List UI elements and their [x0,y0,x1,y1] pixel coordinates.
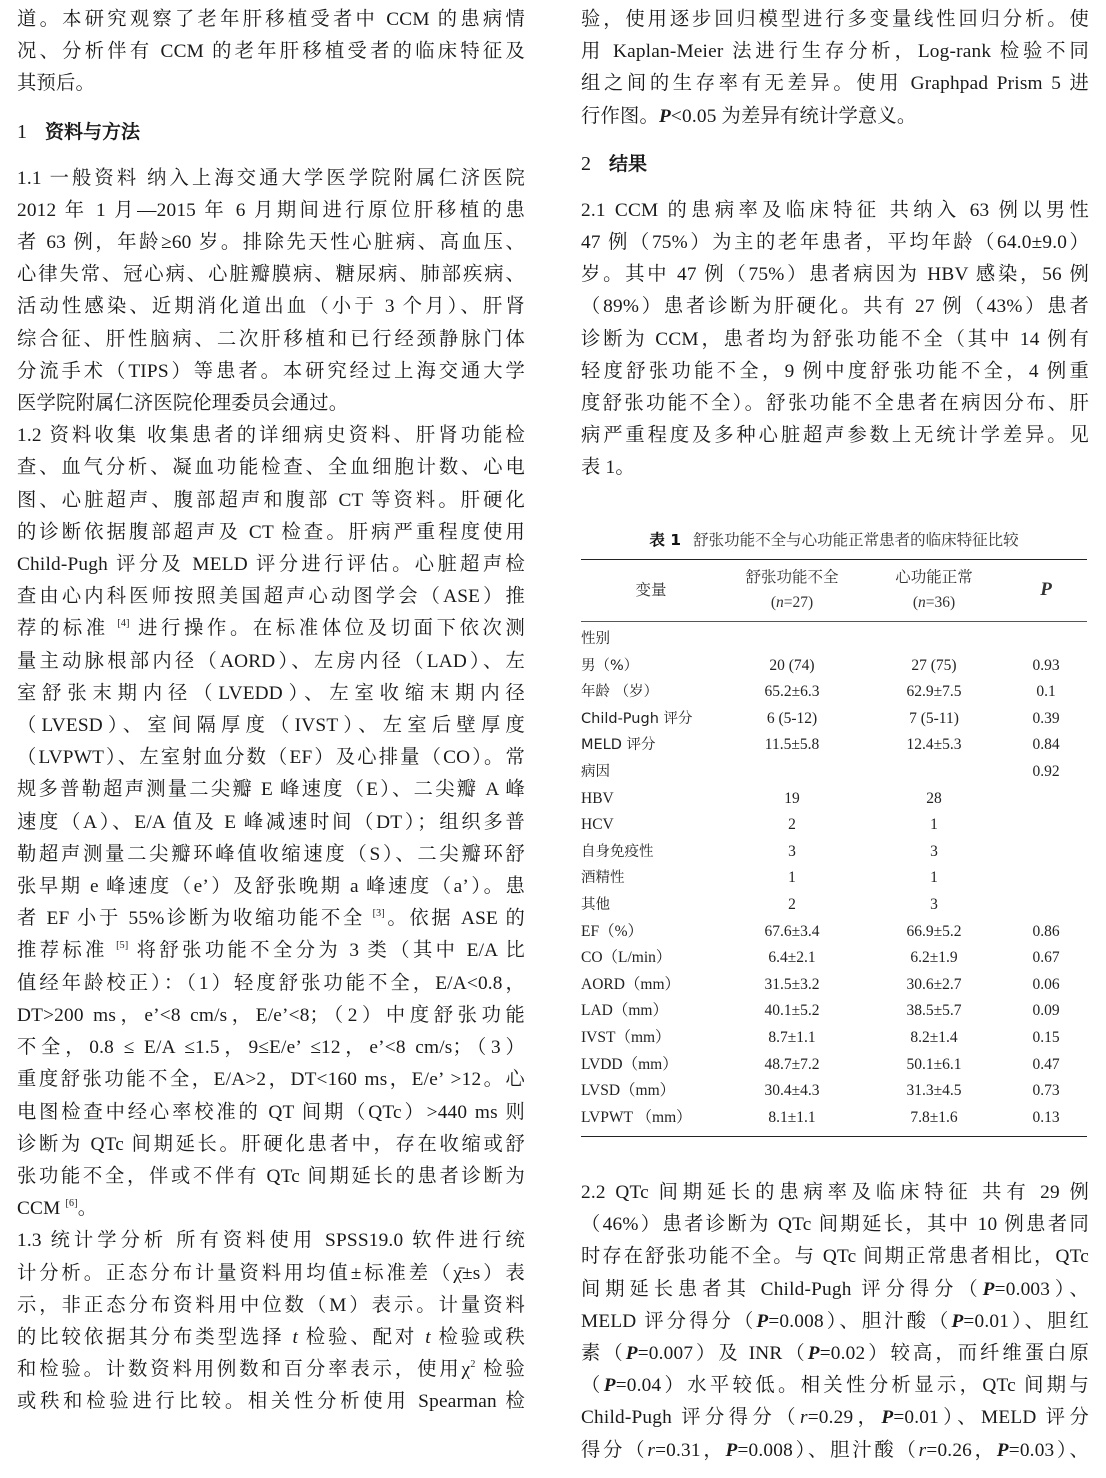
section-heading-2 [581,148,1089,180]
table-row [581,679,1087,706]
cell-normal-function: 6.2±1.9 [910,949,958,967]
cell-p-value: 0.73 [1032,1082,1060,1100]
text-line: Child-Pugh 评分得分（r=0.29，P=0.01）、MELD 评分 [581,1407,1089,1429]
cell-variable: 男（%） [581,657,639,674]
text-line: 素（P=0.007）及 INR（P=0.02）较高，而纤维蛋白原 [581,1343,1089,1365]
cell-diastolic-dysfunction: 8.1±1.1 [768,1108,816,1126]
cell-normal-function: 3 [930,842,938,860]
text-line: 诊断为 CCM，患者均为舒张功能不全（其中 14 例有 [581,328,1089,350]
cell-normal-function: 7 (5-11) [909,709,959,727]
text-line: （89%）患者诊断为肝硬化。共有 27 例（43%）患者 [581,296,1089,318]
text-line: 组之间的生存率有无差异。使用 Graphpad Prism 5 进 [581,73,1089,95]
text-line: （LVESD）、室间隔厚度（IVST）、左室后壁厚度 [17,715,525,737]
cell-variable: 其他 [581,896,610,913]
cell-variable: EF（%） [581,922,644,940]
cell-diastolic-dysfunction: 3 [788,842,796,860]
text-line: 医学院附属仁济医院伦理委员会通过。 [17,393,349,415]
text-line: 得分（r=0.31，P=0.008）、胆汁酸（r=0.26，P=0.03）、 [581,1439,1089,1461]
cell-p-value: 0.39 [1032,709,1060,727]
left-column [17,0,525,1419]
cell-normal-function: 27 (75) [911,656,957,674]
p-symbol: P [996,1439,1009,1461]
text-line: DT>200 ms，e’<8 cm/s，E/e’<8；（2）中度舒张功能 [17,1004,525,1026]
text-line: 2.2 QTc 间期延长的患病率及临床特征 共有 29 例 [581,1182,1089,1203]
text-line: 不全，0.8 ≤ E/A ≤1.5，9≤E/e’ ≤12，e’<8 cm/s；（3） [17,1037,525,1059]
text-line: 荐的标准 [4] 进行操作。在标准体位及切面下依次测 [17,618,525,640]
table-row [581,945,1087,972]
text-line: 速度（A）、E/A 值及 E 峰减速时间（DT）；组织多普 [17,811,525,833]
cell-p-value: 0.1 [1036,683,1056,701]
cell-variable: LVPWT （mm） [581,1108,692,1126]
table-row [581,786,1087,813]
cell-p-value [1005,892,1087,919]
cell-diastolic-dysfunction: 1 [788,869,796,887]
cell-p-value: 0.06 [1032,975,1060,993]
cell-normal-function: 50.1±6.1 [906,1055,962,1073]
table-row [581,972,1087,999]
text-line: 时存在舒张功能不全。与 QTc 间期正常患者相比，QTc [581,1246,1089,1268]
cell-p-value [1005,812,1087,839]
r-symbol: r [799,1407,808,1429]
p-symbol: P [951,1310,964,1332]
text-line: 电图检查中经心率校准的 QT 间期（QTc）>440 ms 则 [17,1101,525,1123]
citation: [3] [372,908,385,920]
text-line: 47 例（75%）为主的老年患者，平均年龄（64.0±9.0） [581,232,1089,254]
table-row [581,919,1087,946]
text-line: 2012 年 1 月—2015 年 6 月期间进行原位肝移植的患 [17,199,525,221]
cell-normal-function: 12.4±5.3 [906,736,962,754]
text-line: 的比较依据其分布类型选择 t 检验、配对 t 检验或秩 [17,1326,525,1348]
cell-variable: LAD（mm） [581,1002,668,1020]
cell-diastolic-dysfunction: 65.2±6.3 [764,683,820,701]
p-symbol: P [658,105,671,127]
text-line: 诊断为 QTc 间期延长。肝硬化患者中，存在收缩或舒 [17,1133,525,1155]
right-column [581,0,1089,485]
cell-variable: CO（L/min） [581,949,672,967]
cell-diastolic-dysfunction: 20 (74) [769,656,815,674]
r-symbol: r [918,1439,927,1461]
text-line: 道。本研究观察了老年肝移植受者中 CCM 的患病情 [17,9,525,30]
cell-variable: HBV [581,789,614,807]
cell-diastolic-dysfunction [721,759,863,786]
cell-normal-function: 38.5±5.7 [906,1002,962,1020]
table-row [581,759,1087,786]
text-line: 况、分析伴有 CCM 的老年肝移植受者的临床特征及 [17,41,525,63]
table-row [581,706,1087,733]
table-1 [581,528,1087,1137]
table-row [581,839,1087,866]
table-title: 舒张功能不全与心功能正常患者的临床特征比较 [693,531,1019,549]
text-line: （LVPWT）、左室射血分数（EF）及心排量（CO）。常 [17,747,525,769]
citation: [4] [117,618,130,630]
cell-diastolic-dysfunction: 2 [788,895,796,913]
cell-variable: HCV [581,816,614,834]
group-n: (n=36) [912,594,956,611]
n-symbol: n [918,594,926,611]
citation: [6] [65,1198,78,1210]
cell-p-value: 0.47 [1032,1055,1060,1073]
group-name: 舒张功能不全 [745,568,839,586]
cell-p-value: 0.13 [1032,1108,1060,1126]
cell-diastolic-dysfunction: 48.7±7.2 [764,1055,820,1073]
cell-variable: 酒精性 [581,870,625,887]
intro-paragraph [17,4,525,101]
text-line: 其预后。 [17,73,95,95]
table-row [581,865,1087,892]
cell-diastolic-dysfunction: 11.5±5.8 [764,736,820,754]
text-line: （P=0.04）水平较低。相关性分析显示，QTc 间期与 [581,1375,1089,1397]
cell-variable: AORD（mm） [581,975,681,993]
paragraph [581,4,1089,133]
subsection-1-2 [17,420,525,1225]
cell-variable: LVSD（mm） [581,1082,676,1100]
cell-normal-function: 30.6±2.7 [906,975,962,993]
p-symbol: P [625,1343,638,1365]
text-line: 1.2 资料收集 收集患者的详细病史资料、肝肾功能检 [17,425,525,447]
text-line: 度舒张功能不全）。舒张功能不全患者在病因分布、肝 [581,393,1089,415]
text-line: 验，使用逐步回归模型进行多变量线性回归分析。使 [581,9,1089,30]
text-line: 图、心脏超声、腹部超声和腹部 CT 等资料。肝硬化 [17,489,525,511]
group-n: (n=27) [770,594,814,611]
header-p-value: P [1040,579,1052,600]
table-row [581,892,1087,919]
cell-diastolic-dysfunction: 6.4±2.1 [768,949,816,967]
cell-p-value: 0.15 [1032,1028,1060,1046]
citation: [5] [116,940,129,952]
cell-p-value: 0.93 [1032,656,1060,674]
cell-variable: 年龄 （岁） [581,684,659,701]
text-line: 重度舒张功能不全，E/A>2，DT<160 ms，E/e’ >12。心 [17,1069,525,1091]
cell-diastolic-dysfunction: 6 (5-12) [766,709,818,727]
table-row [581,653,1087,680]
subsection-2-2 [581,1177,1089,1467]
cell-diastolic-dysfunction [721,622,863,653]
text-line: 规多普勒超声测量二尖瓣 E 峰速度（E）、二尖瓣 A 峰 [17,779,525,801]
paragraph [581,195,1089,485]
section-heading-1 [17,116,525,148]
section-title: 结果 [609,152,648,175]
t-symbol: t [292,1326,299,1348]
section-title: 资料与方法 [45,120,141,143]
paragraph [581,1177,1089,1467]
p-symbol: P [756,1310,769,1332]
clinical-characteristics-table [581,559,1087,1137]
paragraph [17,1225,525,1418]
cell-normal-function: 8.2±1.4 [910,1028,958,1046]
text-line: 活动性感染、近期消化道出血（小于 3 个月）、肝肾 [17,296,525,318]
table-row [581,998,1087,1025]
text-line: （46%）患者诊断为 QTc 间期延长，其中 10 例患者同 [581,1214,1089,1236]
section-number: 1 [17,120,27,143]
cell-normal-function: 66.9±5.2 [906,922,962,940]
text-line: 者 EF 小于 55%诊断为收缩功能不全 [3]。依据 ASE 的 [17,908,525,930]
cell-diastolic-dysfunction: 30.4±4.3 [764,1082,820,1100]
subsection-2-1 [581,195,1089,485]
table-caption [581,528,1087,552]
cell-variable: 病因 [581,763,610,780]
header-group-diastolic [721,560,863,622]
cell-normal-function: 62.9±7.5 [906,683,962,701]
cell-diastolic-dysfunction: 2 [788,816,796,834]
text-line: 1.3 统计学分析 所有资料使用 SPSS19.0 软件进行统 [17,1230,525,1252]
text-line: 勒超声测量二尖瓣环峰值收缩速度（S）、二尖瓣环舒 [17,843,525,865]
text-line: 综合征、肝性脑病、二次肝移植和已行经颈静脉门体 [17,328,525,350]
paragraph [17,163,525,421]
text-line: 分流手术（TIPS）等患者。本研究经过上海交通大学 [17,360,525,382]
table-row [581,812,1087,839]
cell-p-value: 0.67 [1032,949,1060,967]
text-line: 用 Kaplan-Meier 法进行生存分析，Log-rank 检验不同 [581,41,1089,63]
cell-p-value [1005,622,1087,653]
text-line: 的诊断依据腹部超声及 CT 检查。肝病严重程度使用 [17,521,525,543]
text-line: 和检验。计数资料用例数和百分率表示，使用$\chi^2$ 检验 [17,1359,525,1381]
citation: 2 [470,1359,476,1371]
cell-p-value [1005,865,1087,892]
cell-normal-function: 28 [926,789,942,807]
text-line: 查、血气分析、凝血功能检查、全血细胞计数、心电 [17,457,525,479]
text-line: 岁。其中 47 例（75%）患者病因为 HBV 感染，56 例 [581,264,1089,286]
table-header-row [581,560,1087,622]
t-symbol: t [425,1326,431,1348]
table-row [581,622,1087,653]
cell-diastolic-dysfunction: 40.1±5.2 [764,1002,820,1020]
text-line: 表 1。 [581,457,635,479]
group-name: 心功能正常 [895,568,973,586]
table-label: 表 1 [649,531,682,549]
section-number: 2 [581,152,591,175]
table-row [581,1025,1087,1052]
cell-normal-function: 7.8±1.6 [910,1108,958,1126]
r-symbol: r [647,1439,656,1461]
cell-variable: MELD 评分 [581,737,656,754]
p-symbol: P [982,1278,995,1300]
paragraph [17,420,525,1225]
p-symbol: P [603,1375,616,1397]
text-line: 计分析。正态分布计量资料用均值±标准差（χ̄±s）表 [17,1262,525,1284]
text-line: Child-Pugh 评分及 MELD 评分进行评估。心脏超声检 [17,554,525,576]
text-line: 张早期 e 峰速度（e’）及舒张晚期 a 峰速度（a’）。患 [17,876,525,898]
cell-p-value: 0.84 [1032,736,1060,754]
cell-variable: IVST（mm） [581,1028,671,1046]
table-row [581,1078,1087,1105]
p-symbol: P [725,1439,738,1461]
text-line: 行作图。P<0.05 为差异有统计学意义。 [581,105,917,127]
p-symbol: P [881,1407,894,1429]
text-line: 轻度舒张功能不全，9 例中度舒张功能不全，4 例重 [581,360,1089,382]
text-line: 张功能不全，伴或不伴有 QTc 间期延长的患者诊断为 [17,1165,525,1187]
table-row [581,1105,1087,1137]
text-line: 间期延长患者其 Child-Pugh 评分得分（P=0.003）、 [581,1278,1089,1300]
header-variable: 变量 [635,581,667,599]
cell-diastolic-dysfunction: 19 [784,789,800,807]
right-column-lower [581,1177,1089,1467]
cell-diastolic-dysfunction: 8.7±1.1 [768,1028,816,1046]
text-line: 病严重程度及多种心脏超声参数上无统计学差异。见 [581,425,1089,447]
n-symbol: n [776,594,784,611]
cell-normal-function: 1 [930,816,938,834]
cell-variable: 自身免疫性 [581,843,654,860]
cell-p-value: 0.09 [1032,1002,1060,1020]
stats-continuation-paragraph [581,4,1089,133]
cell-variable: 性别 [581,631,610,647]
text-line: CCM [6]。 [17,1198,98,1220]
cell-p-value: 0.92 [1032,762,1060,780]
subsection-1-3 [17,1225,525,1418]
p-symbol: P [807,1343,820,1365]
text-line: 1.1 一般资料 纳入上海交通大学医学院附属仁济医院 [17,167,525,189]
text-line: 量主动脉根部内径（AORD）、左房内径（LAD）、左 [17,650,525,672]
cell-normal-function: 31.3±4.5 [906,1082,962,1100]
subsection-1-1 [17,163,525,421]
header-group-normal [863,560,1005,622]
cell-variable: Child-Pugh 评分 [581,710,693,727]
cell-diastolic-dysfunction: 31.5±3.2 [764,975,820,993]
cell-normal-function [863,622,1005,653]
text-line: 查由心内科医师按照美国超声心动图学会（ASE）推 [17,586,525,608]
cell-p-value [1005,786,1087,813]
text-line: 2.1 CCM 的患病率及临床特征 共纳入 63 例以男性 [581,199,1089,221]
table-row [581,732,1087,759]
text-line: 值经年龄校正）：（1）轻度舒张功能不全，E/A<0.8， [17,972,525,994]
cell-normal-function: 1 [930,869,938,887]
text-line: MELD 评分得分（P=0.008）、胆汁酸（P=0.01）、胆红 [581,1310,1089,1332]
cell-normal-function: 3 [930,895,938,913]
text-line: 示，非正态分布资料用中位数（M）表示。计量资料 [17,1294,525,1316]
text-line: 者 63 例，年龄≥60 岁。排除先天性心脏病、高血压、 [17,232,525,254]
text-line: 心律失常、冠心病、心脏瓣膜病、糖尿病、肺部疾病、 [17,264,525,286]
cell-p-value: 0.86 [1032,922,1060,940]
text-line: 室舒张末期内径（LVEDD）、左室收缩末期内径 [17,682,525,704]
table-row [581,1052,1087,1079]
text-line: 推荐标准 [5] 将舒张功能不全分为 3 类（其中 E/A 比 [17,940,525,962]
cell-diastolic-dysfunction: 67.6±3.4 [764,922,820,940]
cell-variable: LVDD（mm） [581,1055,678,1073]
cell-p-value [1005,839,1087,866]
text-line: 或秩和检验进行比较。相关性分析使用 Spearman 检 [17,1391,525,1413]
paragraph [17,4,525,101]
cell-normal-function [863,759,1005,786]
